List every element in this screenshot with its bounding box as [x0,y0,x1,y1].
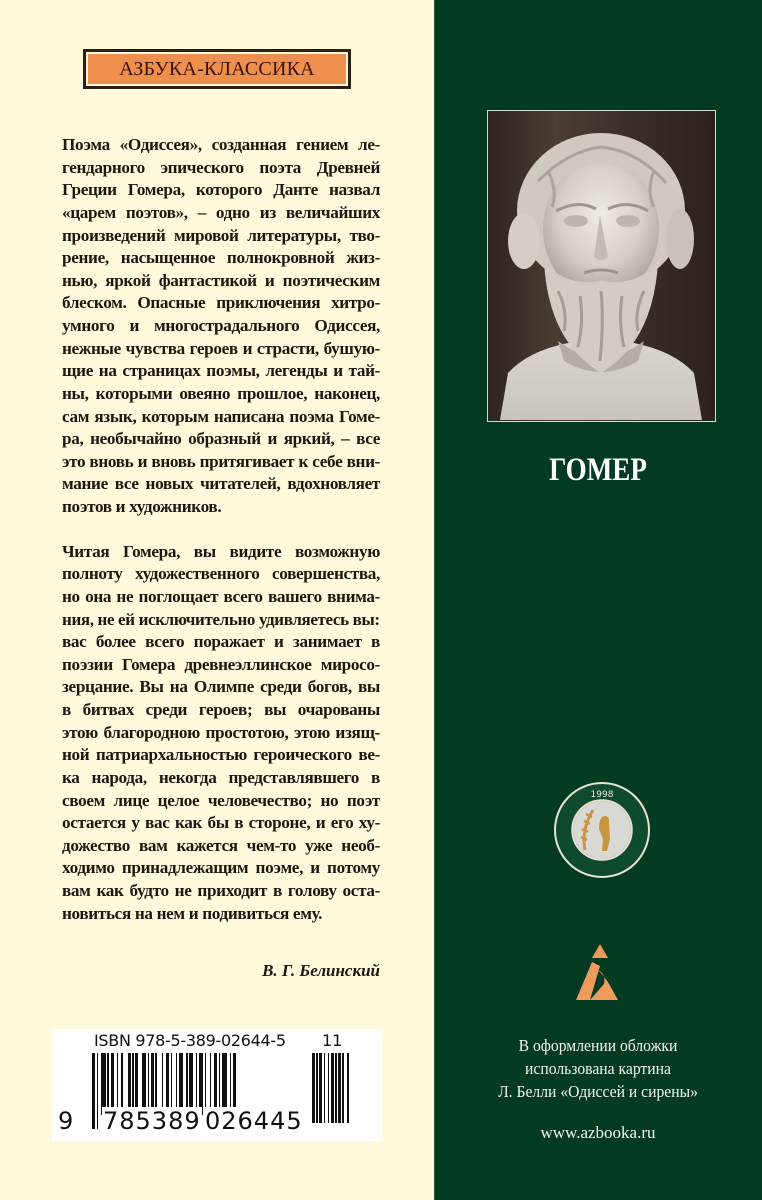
blurb-line: мание все новых читателей, вдохновляет [62,474,380,494]
blurb-line: ния, не ей исключительно удивляетесь вы: [62,609,380,629]
blurb-line: это вновь и вновь притягивает к себе вни- [62,451,380,471]
isbn-barcode [52,1029,382,1141]
blurb-line: рение, насыщенное полнокровной жиз- [62,248,380,268]
barcode-addon-bars [312,1053,356,1123]
blurb-line: ра, необычайно образный и яркий, – все [62,429,380,449]
isbn-label: ISBN 978-5-389-02644-5 [94,1031,286,1050]
cover-credit-line-2: использована картина [525,1059,671,1078]
bust-illustration-icon [488,111,714,420]
blurb-line: этою благородною простотою, этою изящ- [62,722,380,742]
blurb-line: вам как будто не приходит в голову оста- [62,881,380,900]
blurb-line: умного и многострадального Одиссея, [62,316,380,335]
barcode-digit-first: 9 [58,1107,74,1135]
blurb-line: Читая Гомера, вы видите возможную [62,541,380,561]
blurb-line: остается у вас как бы в стороне, и его ху- [62,813,380,833]
author-name: ГОМЕР [549,452,647,488]
series-badge [83,49,351,89]
barcode-digits-left: 785389 [103,1107,201,1135]
blurb-paragraph-1 [62,134,380,519]
blurb-line: но она не поглощает всего вашего внима- [62,586,380,606]
azbuka-triangle-logo-icon [576,944,618,1000]
blurb-line: поэтов и художников. [62,497,222,516]
blurb-line: ка народа, некогда представлявшего в [62,767,380,787]
award-medal-icon [551,780,653,880]
barcode-addon-label: 11 [322,1031,343,1050]
blurb-line: блеском. Опасные приключения хитро- [62,293,380,313]
blurb-line: поэзии Гомера древнеэллинское миросо- [62,654,380,674]
blurb-line: щие на страницах поэмы, легенды и тай- [62,361,380,381]
blurb-line: ной патриархальностью героического ве- [62,745,380,765]
blurb-line: произведений мировой литературы, тво- [62,225,380,245]
cover-art-credit [447,1034,749,1103]
book-blurb [62,134,380,925]
blurb-line: в битвах среди героев; вы очарованы [62,700,380,719]
barcode-bar [236,1053,238,1115]
blurb-line: дожество вам кажется чем-то уже необ- [62,835,380,855]
blurb-line: нью, яркой фантастикой и поэтическим [62,270,380,290]
blurb-line: гендарного эпического поэта Древней [62,157,380,177]
blurb-line: сам язык, которым написана поэма Гоме- [62,406,380,426]
homer-bust-photo [487,110,716,422]
blurb-line: ходимо принадлежащим поэме, и потому [62,858,380,878]
cover-credit-line-1: В оформлении обложки [518,1036,678,1055]
cover-credit-line-3: Л. Белли «Одиссей и сирены» [498,1082,698,1101]
quote-author: В. Г. Белинский [262,961,380,980]
blurb-line: вас более всего поражает и занимает в [62,632,380,652]
series-badge-inner [86,52,348,86]
blurb-line: ны, которыми овеяно прошлое, наконец, [62,383,380,403]
barcode-addon-bar [347,1053,350,1123]
barcode-digits-right: 026445 [205,1107,303,1135]
blurb-line: новиться на нем и подивиться ему. [62,903,323,923]
blurb-line: «царем поэтов», – одно из величайших [62,202,380,222]
publisher-website-link[interactable]: www.azbooka.ru [540,1123,656,1142]
blurb-paragraph-2 [62,541,380,926]
svg-text:1998: 1998 [590,790,614,800]
blurb-line: Греции Гомера, которого Данте назвал [62,180,380,200]
blurb-line: полноту художественного совершенства, [62,564,380,584]
series-label: АЗБУКА-КЛАССИКА [119,58,315,80]
blurb-line: нежные чувства героев и страсти, бушую- [62,338,380,358]
blurb-line: зерцание. Вы на Олимпе среди богов, вы [62,677,380,697]
blurb-line: своем лице целое человечество; но поэт [62,790,380,810]
blurb-line: Поэма «Одиссея», созданная гением ле- [62,135,380,154]
